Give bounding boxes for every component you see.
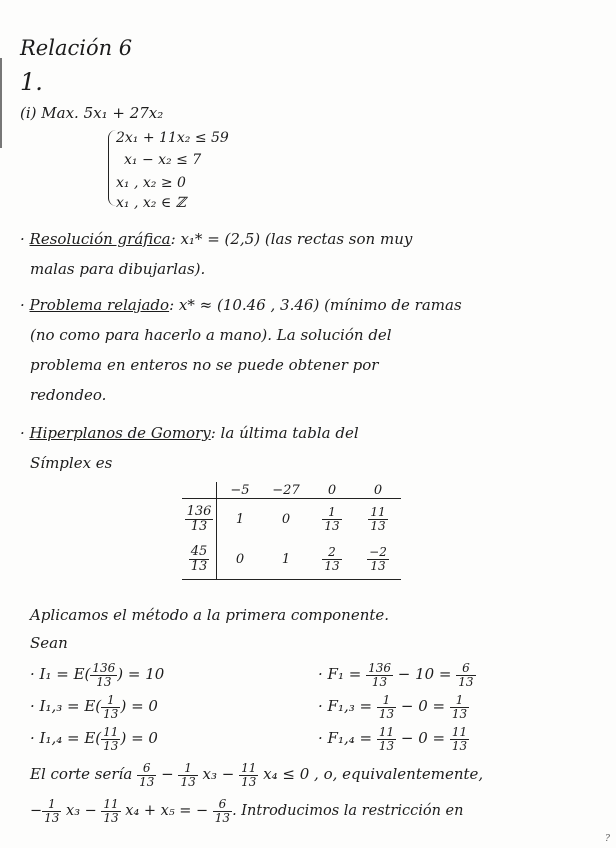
frac-den: 13	[458, 674, 474, 689]
table-cell	[309, 539, 355, 580]
table-cell	[355, 499, 401, 540]
ip-lhs: · I₁,₄ = E(	[30, 729, 102, 748]
frac-den: 13	[190, 518, 208, 534]
frac-den: 13	[451, 738, 468, 753]
frac-den: 13	[96, 674, 112, 689]
integer-part-3	[30, 726, 158, 752]
header-cell	[182, 482, 217, 499]
frac-den: 13	[324, 558, 340, 573]
frac-num: 11	[241, 761, 257, 775]
frac-den: 13	[370, 518, 386, 533]
fractional-part-3	[318, 726, 469, 752]
cut-text: El corte sería	[30, 765, 133, 784]
frac-den: 13	[103, 706, 119, 721]
relaxed-line-3: problema en enteros no se puede obtener por	[30, 356, 379, 374]
fractional-part-1	[318, 662, 476, 688]
frac-num: 136	[368, 661, 391, 675]
frac-num: 1	[178, 762, 197, 776]
relaxed-label: Problema relajado	[29, 296, 170, 314]
cut-line-1	[30, 762, 483, 788]
frac-den: 13	[451, 706, 468, 721]
table-cell	[309, 499, 355, 540]
integer-part-2	[30, 694, 158, 720]
frac-num: 1	[42, 798, 61, 812]
cut-text: . Introducimos la restricción en	[232, 803, 464, 820]
table-cell	[182, 499, 217, 540]
frac-den: 13	[241, 774, 257, 789]
fp-mid: − 0 =	[396, 729, 450, 748]
integer-part-1	[30, 662, 164, 688]
header-cell: −27	[263, 482, 309, 499]
frac-den: 13	[190, 558, 208, 574]
frac-den: 13	[214, 810, 231, 825]
frac-num: 1	[377, 694, 396, 708]
frac-num: 11	[103, 725, 119, 739]
frac-den: 13	[324, 518, 340, 533]
constraint-4: x₁ , x₂ ∈ ℤ	[116, 195, 186, 211]
frac-den: 13	[44, 810, 60, 825]
fp-lhs: · F₁,₃ =	[318, 697, 377, 716]
relaxed-text-1: : x* ≈ (10.46 , 3.46) (mínimo de ramas	[169, 296, 462, 314]
frac-num: 1	[450, 694, 469, 708]
ip-lhs: · I₁ = E(	[30, 665, 91, 684]
frac-num: 45	[190, 543, 208, 559]
frac-num: 6	[137, 762, 156, 776]
graphical-line-2: malas para dibujarlas).	[30, 260, 206, 278]
problem-number: 1.	[20, 68, 43, 96]
ip-lhs: · I₁,₃ = E(	[30, 697, 102, 716]
gomory-text-1: : la última tabla del	[210, 424, 359, 442]
frac-num: 6	[213, 798, 232, 812]
fp-mid: − 10 =	[392, 665, 457, 684]
constraint-3: x₁ , x₂ ≥ 0	[116, 175, 186, 191]
frac-den: 13	[103, 810, 119, 825]
relaxed-line-2: (no como para hacerlo a mano). La solución del	[30, 326, 392, 344]
table-cell: 1	[263, 539, 309, 580]
method-line-1: Aplicamos el método a la primera componente.	[30, 606, 390, 624]
frac-den: 13	[180, 774, 196, 789]
frac-num: 1	[101, 694, 120, 708]
cut-op: x₃ −	[197, 765, 240, 784]
table-cell: 0	[281, 511, 291, 527]
graphical-label: Resolución gráfica	[29, 230, 171, 248]
relaxed-line-4: redondeo.	[30, 386, 107, 404]
frac-den: 13	[103, 738, 119, 753]
cut-text: x₄ ≤ 0 , o, equivalentemente,	[258, 765, 484, 784]
graphical-line-1: · Resolución gráfica: x₁* = (2,5) (las rectas son muy	[20, 230, 413, 248]
frac-num: 136	[186, 503, 212, 519]
frac-den: 13	[371, 674, 388, 689]
table-header-row	[182, 482, 401, 499]
frac-den: 13	[378, 738, 395, 753]
frac-num: 11	[370, 504, 386, 519]
frac-num: 11	[378, 725, 395, 739]
cut-op: x₄ + x₅ = −	[120, 803, 213, 820]
table-cell: 0	[217, 539, 264, 580]
ip-rhs: ) = 10	[117, 665, 165, 684]
constraint-1: 2x₁ + 11x₂ ≤ 59	[116, 130, 229, 146]
gomory-line-1: · Hiperplanos de Gomory: la última tabla del	[20, 424, 359, 442]
objective-function: (i) Max. 5x₁ + 27x₂	[20, 104, 164, 122]
table-row	[182, 539, 401, 580]
fractional-part-2	[318, 694, 469, 720]
table-cell	[182, 539, 217, 580]
frac-num: 11	[451, 725, 468, 739]
graphical-text-1: : x₁* = (2,5) (las rectas son muy	[170, 230, 413, 248]
margin-mark	[0, 58, 2, 148]
fp-mid: − 0 =	[396, 697, 450, 716]
ip-rhs: ) = 0	[120, 697, 158, 716]
frac-num: 136	[92, 661, 116, 675]
frac-num: 2	[322, 546, 341, 560]
method-line-2: Sean	[30, 634, 68, 652]
fp-lhs: · F₁ =	[318, 665, 367, 684]
page-mark: ?	[605, 834, 610, 844]
frac-den: 13	[139, 774, 155, 789]
table-cell: 1	[235, 511, 245, 527]
frac-den: 13	[370, 558, 386, 573]
frac-num: −2	[369, 544, 387, 559]
frac-num: 6	[456, 662, 475, 676]
ip-rhs: ) = 0	[120, 729, 158, 748]
gomory-line-2: Símplex es	[30, 454, 113, 472]
frac-den: 13	[378, 706, 395, 721]
relaxed-line-1: · Problema relajado: x* ≈ (10.46 , 3.46) (mínimo de ramas	[20, 296, 462, 314]
gomory-label: Hiperplanos de Gomory	[29, 424, 211, 442]
frac-num: 1	[322, 506, 341, 520]
simplex-table	[182, 482, 401, 580]
frac-num: 11	[103, 797, 119, 811]
table-cell	[355, 539, 401, 580]
table-row	[182, 499, 401, 540]
header-cell: 0	[355, 482, 401, 499]
cut-op: −	[156, 765, 179, 784]
header-cell: −5	[217, 482, 264, 499]
constraint-2: x₁ − x₂ ≤ 7	[124, 152, 202, 168]
page-title: Relación 6	[20, 36, 133, 60]
fp-lhs: · F₁,₄ =	[318, 729, 377, 748]
cut-op: x₃ −	[61, 803, 102, 820]
header-cell: 0	[309, 482, 355, 499]
cut-line-2: − $\frac{1}{13}$ x₃ − $\frac{11}{13}$ x₄ + x₅ = − $\frac{6}{13}$ . Introducimos la restricción en	[30, 797, 464, 825]
system-bracket	[108, 130, 116, 206]
